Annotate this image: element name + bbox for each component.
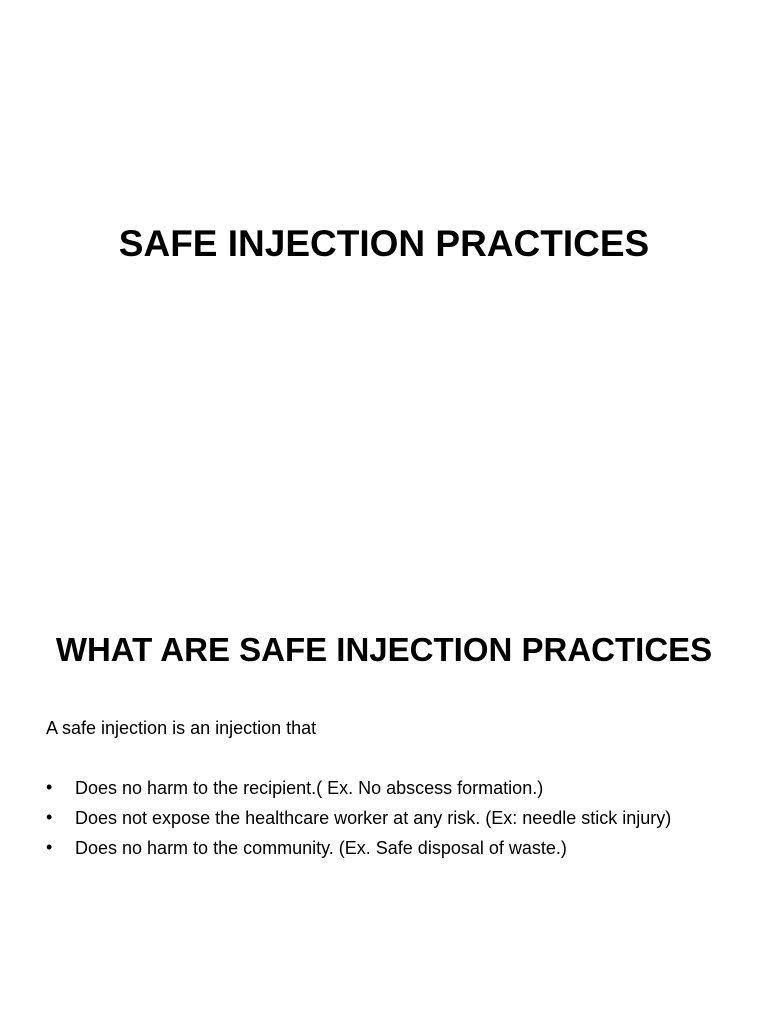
content-slide	[0, 512, 768, 1024]
bullet-icon: •	[46, 837, 53, 857]
slide-title: SAFE INJECTION PRACTICES	[118, 223, 650, 264]
slide-heading: WHAT ARE SAFE INJECTION PRACTICES	[55, 631, 713, 668]
bullet-text: Does not expose the healthcare worker at any risk. (Ex: needle stick injury)	[75, 808, 672, 828]
bullet-text: Does no harm to the recipient.( Ex. No abscess formation.)	[75, 778, 544, 798]
bullet-icon: •	[46, 807, 53, 827]
bullet-text: Does no harm to the community. (Ex. Safe disposal of waste.)	[75, 838, 567, 858]
bullet-icon: •	[46, 777, 53, 797]
intro-text: A safe injection is an injection that	[46, 718, 317, 738]
